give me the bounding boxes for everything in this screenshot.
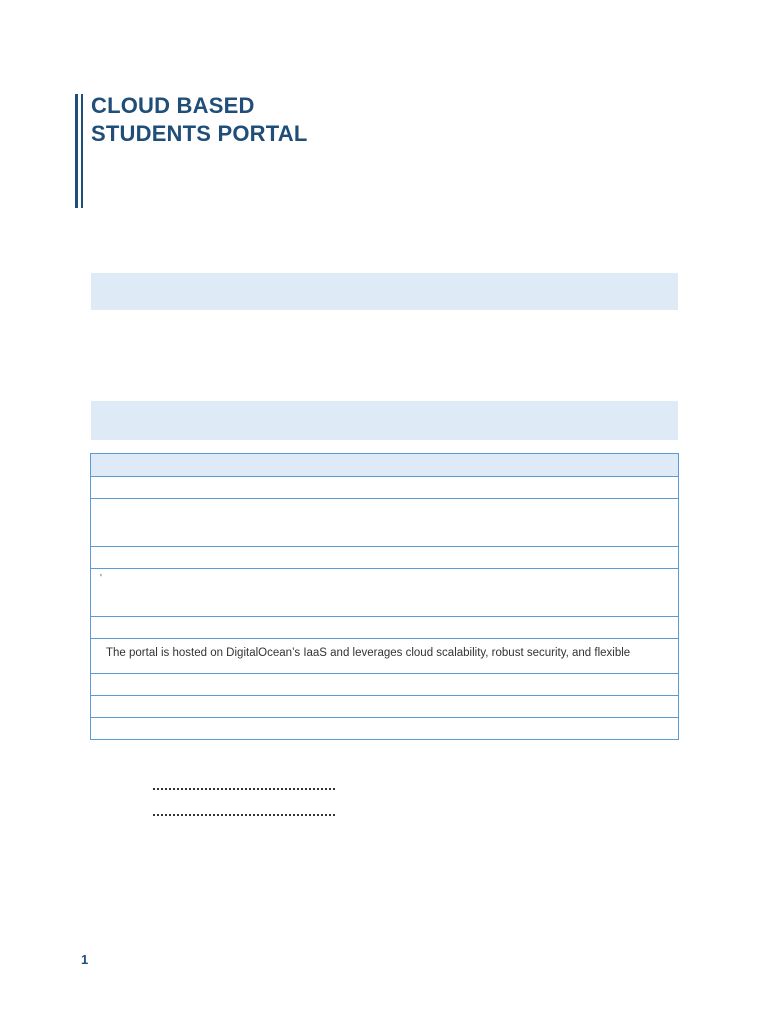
shaded-heading-band — [91, 401, 678, 440]
table-row — [91, 638, 678, 673]
shaded-heading-band — [91, 273, 678, 310]
table-cell-description: The portal is hosted on DigitalOcean’s IaaS and leverages cloud scalability, robust security, and flexible — [106, 647, 631, 659]
title-accent-bar — [75, 94, 78, 208]
document-title-line-1: CLOUD BASED — [91, 93, 255, 118]
dotted-signature-line — [153, 812, 335, 816]
document-title — [91, 92, 491, 148]
page-number: 1 — [81, 952, 89, 967]
table-header-row — [91, 454, 678, 476]
dotted-signature-line — [153, 786, 335, 790]
title-accent-bar-thin — [81, 94, 83, 208]
table-row — [91, 695, 678, 717]
table-row — [91, 616, 678, 638]
table-row — [91, 498, 678, 546]
table-row — [91, 568, 678, 616]
table-row — [91, 717, 678, 739]
table-row — [91, 476, 678, 498]
info-table — [90, 453, 679, 740]
table-row — [91, 673, 678, 695]
document-title-line-2: STUDENTS PORTAL — [91, 121, 308, 146]
table-row — [91, 546, 678, 568]
table-cell-mark: ' — [100, 573, 102, 584]
